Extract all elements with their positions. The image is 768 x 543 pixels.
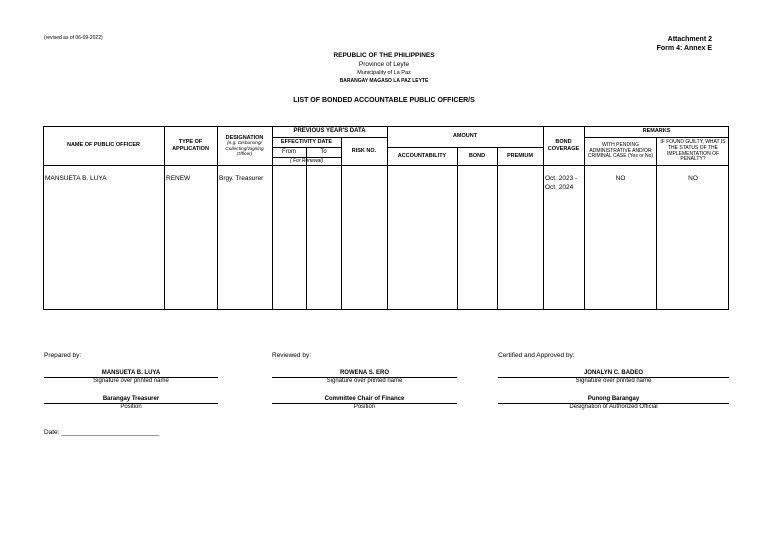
to-header: To [320,148,327,155]
accountability-header: ACCOUNTABILITY [397,152,447,159]
province-heading: Province of Leyte [358,61,410,68]
col-designation-header [217,128,272,164]
attachment-line2: Form 4: Annex E [656,45,712,52]
barangay-heading: BARANGAY MAGASO LA PAZ LEYTE [339,78,429,84]
approved-by-name: JONALYN C. BADEO [583,370,644,376]
approved-sig-caption: Signature over printed name [575,378,652,384]
pending-case-header: WITH PENDING ADMINISTRATIVE AND/OR CRIMINAL CASE (Yes or No) [587,142,654,160]
approved-pos-caption: Designation of Authorized Official [569,404,658,410]
application-type: RENEW [166,175,191,182]
remarks-header: REMARKS [642,128,671,135]
document-title: LIST OF BONDED ACCOUNTABLE PUBLIC OFFICER/S [293,97,475,104]
designation-label: DESIGNATION [225,134,264,141]
approved-by-label: Certified and Approved by: [498,352,575,359]
header-bottom-line [43,165,729,166]
bond-coverage-header: BOND COVERAGE [547,139,580,152]
attachment-label [657,35,712,53]
officer-name: MANSUETA B. LUYA [45,175,107,182]
penalty-status-header: IF FOUND GUILTY, WHAT IS THE STATUS OF THE IMPLEMENTATION OF PENALTY? [660,139,726,163]
reviewed-by-name: ROWENA S. ERO [339,370,390,376]
designation-note: (e.g. Disbursing/ Collecting/Signing Officer) [225,141,264,157]
republic-heading: REPUBLIC OF THE PHILIPPINES [333,52,435,59]
reviewed-sig-caption: Signature over printed name [326,378,403,384]
prepared-by-name: MANSUETA B. LUYA [101,370,161,376]
approved-by-position: Punong Barangay [587,396,640,402]
attachment-line1: Attachment 2 [667,36,712,43]
bond-header: BOND [468,152,486,159]
reviewed-by-position: Committee Chair of Finance [324,396,405,402]
col-type-header: TYPE OF APPLICATION [172,139,209,152]
penalty-status-value: NO [688,175,698,182]
effectivity-header: EFFECTIVITY DATE [280,138,333,145]
coverage-start: Oct. 2023 - [545,175,578,182]
amount-header: AMOUNT [452,133,478,140]
designation-value: Brgy. Treasurer [219,175,264,182]
prepared-pos-caption: Position [120,404,142,410]
coverage-end: Oct. 2024 [545,184,574,191]
from-header: From [282,148,296,155]
prepared-by-label: Prepared by: [44,352,82,359]
pending-case-value: NO [615,175,626,182]
for-renewal-note: ( For Renewal) [289,157,324,164]
revised-note: (revised as of 06-09-2022) [44,35,103,41]
prepared-by-position: Barangay Treasurer [102,396,160,402]
date-field: Date: ___________________________ [44,429,159,436]
reviewed-by-label: Reviewed by: [272,352,312,359]
prev-year-header: PREVIOUS YEAR'S DATA [293,128,366,135]
prepared-sig-caption: Signature over printed name [93,378,169,384]
premium-header: PREMIUM [507,152,533,159]
reviewed-pos-caption: Position [353,404,376,410]
municipality-heading: Municipality of La Paz [357,70,411,76]
risk-no-header: RISK NO. [351,147,377,154]
col-name-header: NAME OF PUBLIC OFFICER [66,142,141,149]
